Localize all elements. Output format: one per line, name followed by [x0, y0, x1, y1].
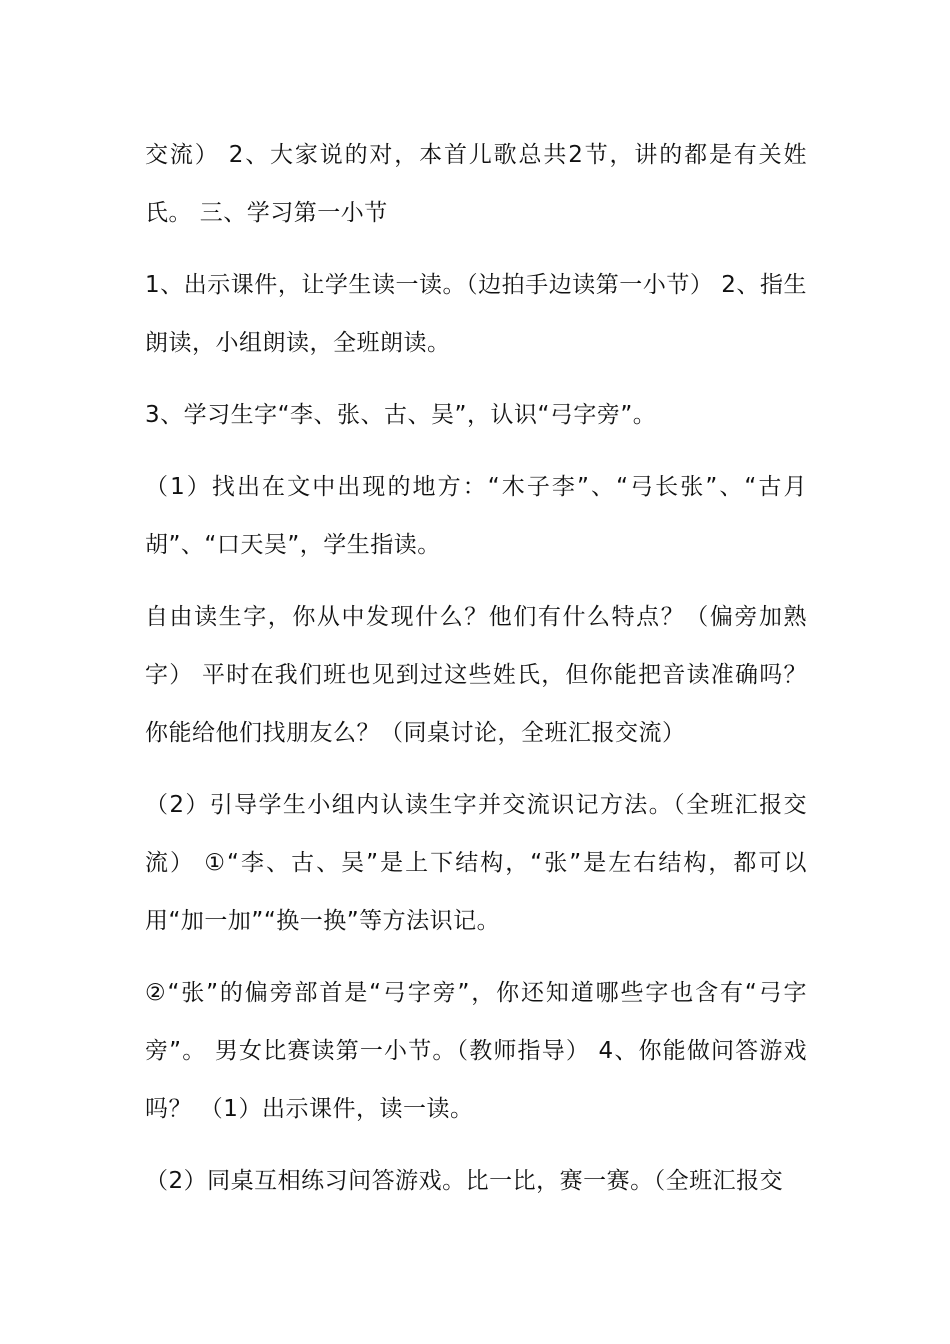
paragraph-2: 1、出示课件，让学生读一读。（边拍手边读第一小节） 2、指生朗读，小组朗读，全班朗读。 [145, 272, 807, 356]
paragraph-5: 自由读生字，你从中发现什么？他们有什么特点？（偏旁加熟字） 平时在我们班也见到过这些姓氏，但你能把音读准确吗？你能给他们找朋友么？（同桌讨论，全班汇报交流） [145, 604, 807, 746]
paragraph-3: 3、学习生字“李、张、古、吴”，认识“弓字旁”。 [145, 402, 657, 428]
document-body [145, 126, 807, 1224]
paragraph-8: （2）同桌互相练习问答游戏。比一比，赛一赛。（全班汇报交 [145, 1168, 784, 1194]
paragraph-4: （1）找出在文中出现的地方：“木子李”、“弓长张”、“古月胡”、“口天吴”，学生指读。 [145, 474, 807, 558]
paragraph-7: ②“张”的偏旁部首是“弓字旁”，你还知道哪些字也含有“弓字旁”。 男女比赛读第一小节。（教师指导） 4、你能做问答游戏吗？ （1）出示课件，读一读。 [145, 980, 807, 1122]
paragraph-1: 交流） 2、大家说的对，本首儿歌总共2节，讲的都是有关姓氏。 三、学习第一小节 [145, 142, 807, 226]
paragraph-6: （2）引导学生小组内认读生字并交流识记方法。（全班汇报交流） ①“李、古、吴”是上下结构，“张”是左右结构，都可以用“加一加”“换一换”等方法识记。 [145, 792, 807, 934]
